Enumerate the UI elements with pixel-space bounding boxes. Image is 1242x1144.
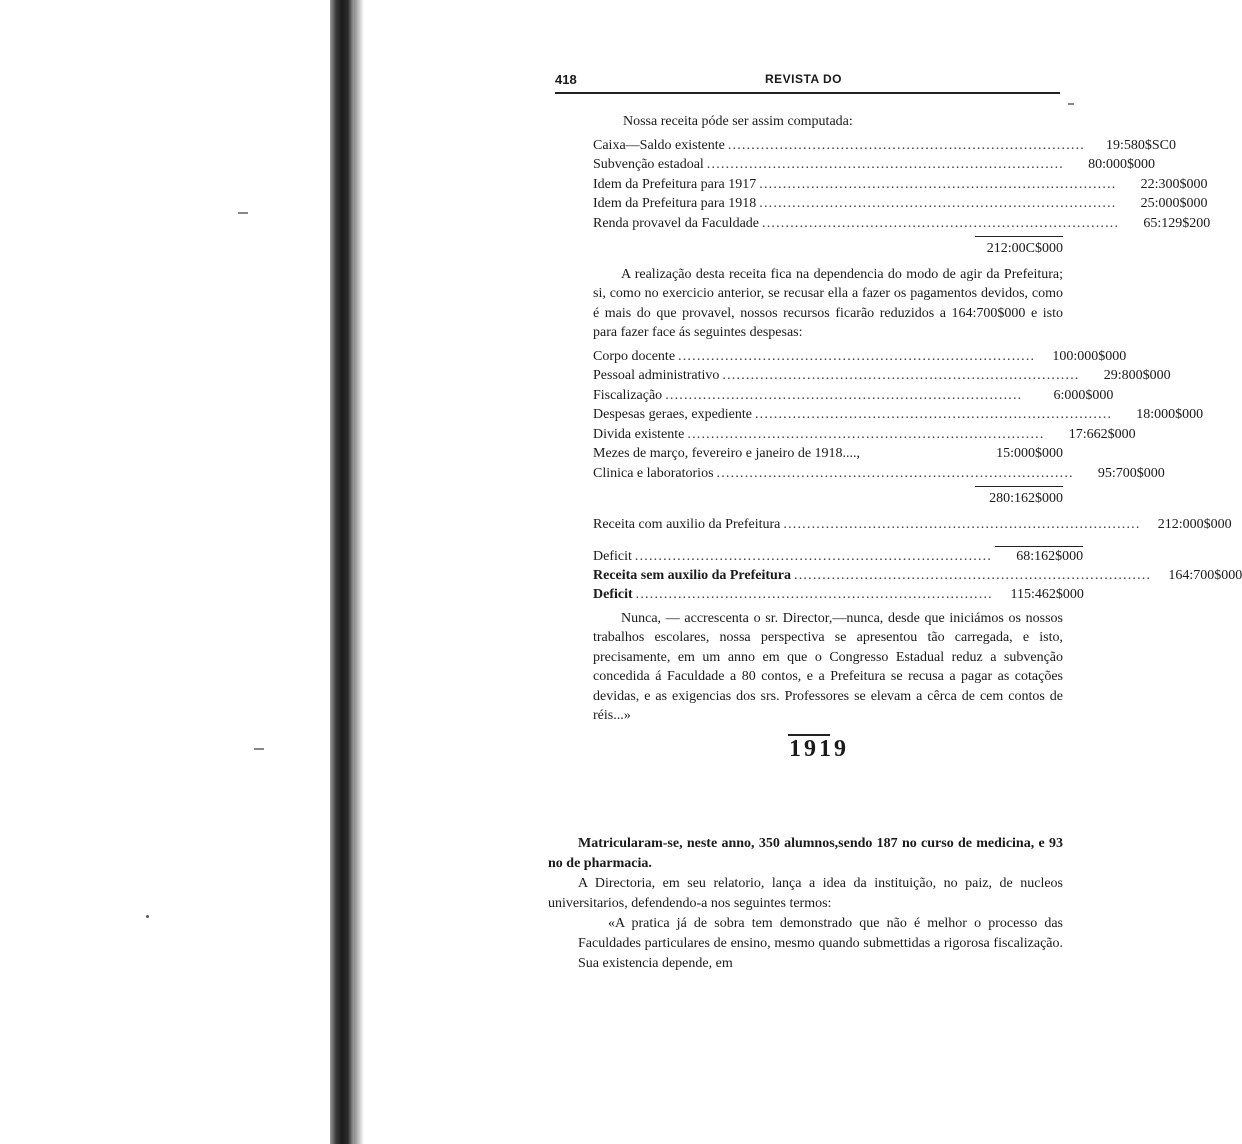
- ledger-amount: 29:800$000: [1103, 368, 1171, 383]
- ledger-label: Idem da Prefeitura para 1918: [593, 196, 757, 211]
- ledger-amount: 22:300$000: [1140, 176, 1208, 192]
- ledger-amount: 25:000$000: [1140, 196, 1208, 211]
- running-head: REVISTA DO: [765, 72, 843, 86]
- ledger-label: Idem da Prefeitura para 1917: [593, 176, 757, 192]
- ledger-amount: 115:462$000: [1010, 587, 1084, 602]
- year-heading: 1919: [789, 735, 849, 762]
- page-header: [555, 70, 1060, 94]
- book-spine: [330, 0, 354, 1144]
- ledger-label: Receita com auxilio da Prefeitura: [593, 516, 781, 532]
- ledger-amount: 68:162$000: [995, 546, 1083, 567]
- income-total: 212:00C$000: [975, 236, 1063, 259]
- ledger-row: Deficit ............................................................................ 68:162$000: [593, 546, 1063, 566]
- ledger-label: Mezes de março, fevereiro e janeiro de 1918....,: [593, 446, 861, 461]
- page-content: [555, 112, 1242, 762]
- expense-total: 280:162$000: [975, 486, 1063, 509]
- ledger-amount: 15:000$000: [996, 446, 1063, 461]
- ledger-label: Fiscalização: [593, 387, 663, 403]
- ledger-label: Deficit: [593, 587, 633, 602]
- quote-paragraph: «A pratica já de sobra tem demonstrado que não é melhor o processo das Faculdades particulares de ensino, mesmo quando submettidas a rigorosa fiscalização. Sua existencia depende, em: [578, 916, 1063, 971]
- expense-total-row: [593, 486, 1063, 509]
- income-ledger: [593, 136, 1211, 259]
- ledger-amount: 6:000$000: [1053, 387, 1114, 403]
- ledger-row: Receita sem auxilio da Prefeitura ............................................................................ 164:700$000: [593, 566, 1063, 586]
- ledger-label: Despesas geraes, expediente: [593, 407, 752, 422]
- ledger-amount: 17:662$000: [1068, 426, 1136, 442]
- income-total-row: [593, 236, 1063, 259]
- page-number: 418: [555, 72, 577, 87]
- ledger-row: Deficit ............................................................................ 115:462$000: [593, 585, 1063, 605]
- ledger-row: Corpo docente ............................................................................ 100:000$000: [593, 347, 1063, 367]
- ledger-amount: 65:129$200: [1143, 215, 1211, 231]
- ledger-row: Pessoal administrativo ............................................................................ 29:800$000: [593, 366, 1063, 386]
- paragraph-1: A realização desta receita fica na dependencia do modo de agir da Prefeitura; si, como no exercicio anterior, se recusar ella a fazer os pagamentos devidos, como é mais do que provavel, nossos recursos ficarão reduzidos a 164:700$000 e isto para fazer face ás seguintes despesas:: [593, 266, 1063, 340]
- spine-shadow: [354, 0, 364, 1144]
- ledger-amount: 19:580$SC0: [1106, 137, 1177, 153]
- scan-speck: [146, 915, 149, 918]
- ledger-label: Corpo docente: [593, 348, 676, 364]
- paragraph-enrolment: Matricularam-se, neste anno, 350 alumnos,sendo 187 no curso de medicina, e 93 no de pharmacia.: [548, 836, 1063, 871]
- expense-ledger: [593, 347, 1242, 605]
- ledger-amount: 80:000$000: [1088, 157, 1155, 172]
- ledger-row: Idem da Prefeitura para 1917 ............................................................................ 22:300$000: [593, 175, 1063, 195]
- ledger-label: Deficit: [593, 549, 632, 564]
- ledger-row: Subvenção estadoal ............................................................................ 80:000$000: [593, 155, 1063, 175]
- ledger-row: Caixa—Saldo existente ............................................................................ 19:580$SC0: [593, 136, 1063, 156]
- ledger-row: Clinica e laboratorios ............................................................................ 95:700$000: [593, 464, 1063, 484]
- ledger-row: Idem da Prefeitura para 1918 ............................................................................ 25:000$000: [593, 194, 1063, 214]
- ledger-amount: 164:700$000: [1168, 567, 1242, 583]
- scan-mark: [1068, 103, 1074, 105]
- scan-mark: [254, 748, 264, 750]
- ledger-label: Pessoal administrativo: [593, 368, 720, 383]
- paragraph-2: Nunca, — accrescenta o sr. Director,—nunca, desde que iniciámos os nossos trabalhos escolares, nossa perspectiva se apresentou tão carregada, e isto, precisamente, em um anno em que o Congresso Estadual reduz a subvenção concedida á Faculdade a 80 contos, e a Prefeitura se recusa a pagar as cotações devidas, e as exigencias dos srs. Professores se elevam a cêrca de cem contos de réis...»: [593, 610, 1063, 723]
- ledger-amount: 100:000$000: [1052, 348, 1127, 364]
- ledger-label: Caixa—Saldo existente: [593, 137, 725, 153]
- paragraph-directoria: A Directoria, em seu relatorio, lança a idea da instituição, no paiz, de nucleos universitarios, defendendo-a nos seguintes termos:: [548, 876, 1063, 911]
- ledger-label: Clinica e laboratorios: [593, 465, 714, 481]
- scan-mark: [238, 212, 248, 214]
- income-intro: Nossa receita póde ser assim computada:: [623, 114, 853, 129]
- ledger-amount: 95:700$000: [1097, 465, 1165, 481]
- ledger-label: Divida existente: [593, 426, 685, 442]
- lower-text: [548, 834, 1063, 974]
- ledger-amount: 212:000$000: [1157, 516, 1232, 532]
- ledger-row: Renda provavel da Faculdade ............................................................................ 65:129$200: [593, 214, 1063, 234]
- ledger-amount: 18:000$000: [1136, 407, 1204, 422]
- ledger-row: Divida existente ............................................................................ 17:662$000: [593, 425, 1063, 445]
- ledger-label: Renda provavel da Faculdade: [593, 215, 759, 231]
- ledger-label: Subvenção estadoal: [593, 157, 704, 172]
- ledger-row: Fiscalização ............................................................................ 6:000$000: [593, 386, 1063, 406]
- ledger-label: Receita sem auxilio da Prefeitura: [593, 567, 792, 583]
- ledger-row: Despesas geraes, expediente ............................................................................ 18:000$000: [593, 405, 1063, 425]
- ledger-row: Receita com auxilio da Prefeitura ............................................................................ 212:000$000: [593, 515, 1063, 535]
- ledger-row: [593, 444, 1063, 464]
